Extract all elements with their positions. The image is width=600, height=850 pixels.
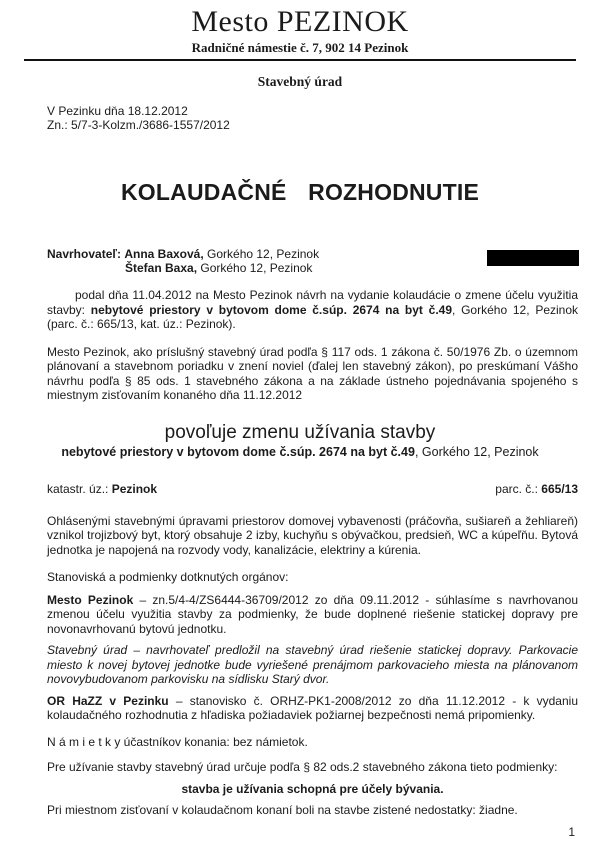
verdict-subject-rest: , Gorkého 12, Pezinok bbox=[414, 444, 539, 459]
cadastre-row bbox=[47, 482, 578, 496]
verdict-subject-bold: nebytové priestory v bytovom dome č.súp. 2674 na byt č.49 bbox=[61, 444, 415, 459]
conditions-intro: Pre užívanie stavby stavebný úrad určuje podľa § 82 ods.2 stavebného zákona tieto podmienky: bbox=[47, 760, 558, 775]
opinion-or-hazz bbox=[47, 694, 578, 723]
applicant-address-2: Gorkého 12, Pezinok bbox=[197, 261, 313, 276]
opinion-stavebny-urad: Stavebný úrad – navrhovateľ predložil na stavebný úrad riešenie statickej dopravy. Parkovacie miesto k novej bytovej jednotke bude vyriešené prenájmom parkovacieho miesta na plánovanom novovybudovanom parkovisku na sídlisku Starý dvor. bbox=[47, 643, 578, 687]
works-description-paragraph: Ohlásenými stavebnými úpravami priestorov domovej vybavenosti (práčovňa, sušiareň a žehliareň) vznikol trojizbový byt, ktorý obsahuje 2 izby, kuchyňu s obývačkou, predsieň, WC a kúpeľňu. Bytová jednotka je napojená na rozvody vody, kanalizácie, elektriny a kúrenia. bbox=[47, 513, 578, 557]
parcel-value: 665/13 bbox=[541, 481, 578, 496]
opinion-or-hazz-text: – stanovisko č. ORHZ-PK1-2008/2012 zo dňa 11.12.2012 - k vydaniu kolaudačného rozhodnutia z hľadiska požiadaviek požiarnej bezpečnosti nemá pripomienky. bbox=[47, 693, 578, 723]
defects-line: Pri miestnom zisťovaní v kolaudačnom konaní boli na stavbe zistené nedostatky: žiadne. bbox=[47, 803, 518, 818]
verdict-heading: povoľuje zmenu užívania stavby bbox=[164, 421, 436, 443]
verdict-subject bbox=[0, 445, 600, 460]
objections-line: N á m i e t k y účastníkov konania: bez námietok. bbox=[47, 734, 308, 749]
opinion-mesto-pezinok-text: – zn.5/4-4/ZS6444-36709/2012 zo dňa 09.11.2012 - súhlasíme s navrhovanou zmenou účelu využitia stavby za podmienky, že bude doplnené riešenie statickej dopravy pre novonavrhovanú bytovú jednotku. bbox=[47, 592, 578, 636]
department-name: Stavebný úrad bbox=[257, 74, 343, 89]
cadastre-label: katastr. úz.: bbox=[47, 481, 112, 496]
application-paragraph-subject: nebytové priestory v bytovom dome č.súp. 2674 na byt č.49 bbox=[90, 302, 453, 317]
header-divider bbox=[24, 59, 576, 61]
opinion-mesto-pezinok bbox=[47, 593, 578, 637]
applicant-address-1: Gorkého 12, Pezinok bbox=[203, 247, 320, 261]
application-paragraph-start: podal dňa 11.04.2012 na Mesto Pezinok návrh na vydanie kolaudácie o zmene účelu využitia stavby: bbox=[47, 288, 578, 317]
reference-number: Zn.: 5/7-3-Kolzm./3686-1557/2012 bbox=[47, 118, 230, 132]
cadastre-value: Pezinok bbox=[111, 481, 158, 496]
page-number: 1 bbox=[568, 825, 575, 839]
document-meta bbox=[47, 104, 578, 132]
application-paragraph-end: , Gorkého 12, Pezinok (parc. č.: 665/13, kat. úz.: Pezinok). bbox=[47, 302, 579, 332]
applicant-label: Navrhovateľ: bbox=[47, 247, 121, 261]
application-paragraph bbox=[47, 288, 578, 332]
parcel-number bbox=[495, 482, 578, 496]
redaction-box bbox=[487, 250, 579, 266]
opinion-mesto-pezinok-source: Mesto Pezinok bbox=[47, 592, 134, 607]
cadastre-area bbox=[47, 482, 157, 496]
city-address: Radničné námestie č. 7, 902 14 Pezinok bbox=[191, 40, 409, 55]
applicant-name-2: Štefan Baxa, bbox=[125, 261, 198, 276]
city-name: Mesto PEZINOK bbox=[191, 5, 409, 38]
letterhead bbox=[0, 0, 600, 55]
condition-main: stavba je užívania schopná pre účely bývania. bbox=[181, 781, 444, 796]
applicant-name-1: Anna Baxová, bbox=[124, 247, 204, 261]
authority-paragraph: Mesto Pezinok, ako príslušný stavebný úrad podľa § 117 ods. 1 zákona č. 50/1976 Zb. o územnom plánovaní a stavebnom poriadku v znení noviel (ďalej len stavebný zákon), po preskúmaní Vášho návrhu podľa § 85 ods. 1 stavebného zákona a na základe ústneho pojednávania spojeného s miestnym zisťovaním konaného dňa 11.12.2012 bbox=[47, 344, 578, 403]
opinion-or-hazz-source: OR HaZZ v Pezinku bbox=[47, 693, 169, 708]
parcel-label: parc. č.: bbox=[495, 481, 542, 496]
place-date: V Pezinku dňa 18.12.2012 bbox=[47, 104, 188, 118]
opinions-heading: Stanoviská a podmienky dotknutých orgánov: bbox=[47, 570, 289, 585]
document-title: KOLAUDAČNÉ ROZHODNUTIE bbox=[121, 179, 479, 205]
